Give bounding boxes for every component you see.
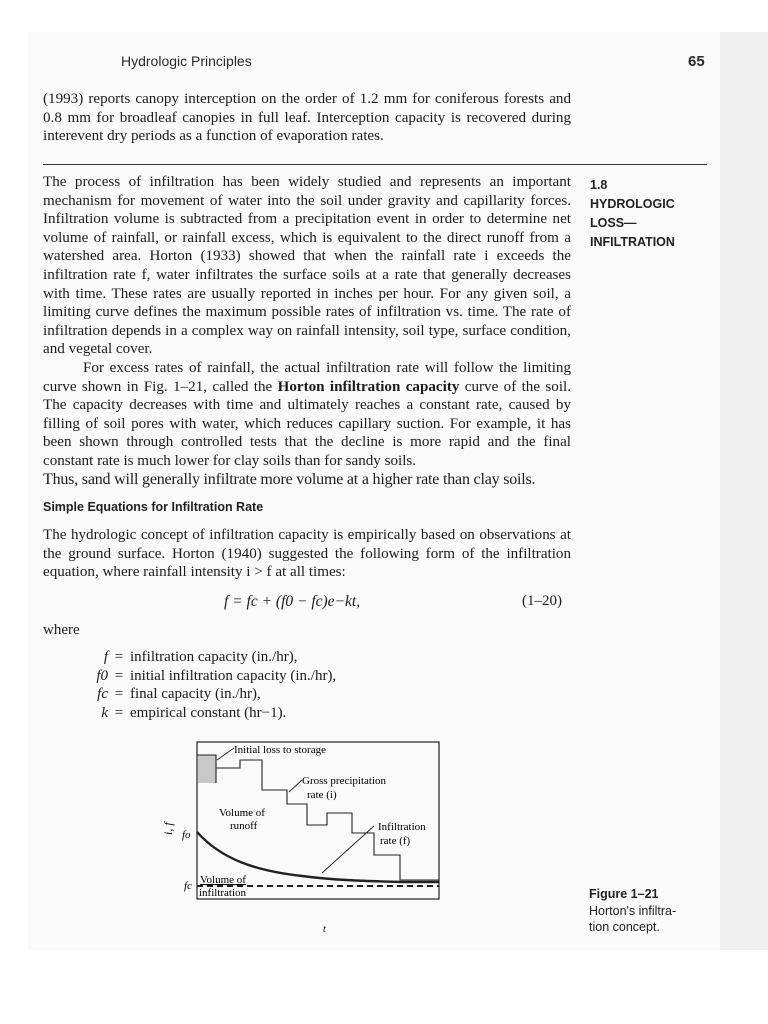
where-label: where [43,622,80,638]
page-number: 65 [688,53,705,70]
horton-equation [224,593,360,611]
definition-f: f = infiltration capacity (in./hr), [84,648,336,667]
paragraph-infiltration-process: The process of infiltration has been widely studied and represents an important mechanism for movement of water into the soil under gravity and capillarity forces. Infiltration volume is subtracted from a precipitation event in order to determine net volume of rainfall, or rainfall excess, which is equivalent to the direct runoff from a watershed area. Horton (1933) showed that when the rainfall rate i exceeds the infiltration rate f, water infiltrates the surface soils at a rate that generally decreases with time. These rates are usually reported in inches per hour. For any given soil, a limiting curve defines the maximum possible rates of infiltration vs. time. The rate of infiltration depends in a complex way on rainfall intensity, soil type, surface condition, and vegetal cover. [43,174,571,358]
label-volume-runoff-line2: runoff [230,820,258,832]
page-margin-band [720,32,768,950]
label-volume-runoff-line1: Volume of [219,807,265,819]
section-title-line2: LOSS— [590,216,637,230]
figure-horton-infiltration [162,740,452,945]
infiltration-body [43,173,571,489]
section-title-line1: HYDROLOGIC [590,197,675,211]
definition-text: infiltration capacity (in./hr), [130,649,298,665]
label-infiltration-rate-line1: Infiltration [378,821,426,833]
definition-symbol: fc [97,686,108,702]
section-heading [590,176,675,252]
paragraph2-last-line: Thus, sand will generally infiltrate more volume at a higher rate than clay soils. [43,470,536,488]
label-infiltration-rate-line2: rate (f) [380,835,411,847]
definition-fc: fc = final capacity (in./hr), [84,685,336,704]
figure-caption [589,886,676,936]
carryover-paragraph [43,90,571,146]
storage-loss-area [198,755,216,783]
paragraph2-text-a: For excess rates of rainfall, the actual infiltration rate will follow the limiting curve shown in Fig. 1–21, called the [43,359,571,395]
figure-caption-line1: Horton's infiltra- [589,903,677,918]
definition-text: initial infiltration capacity (in./hr), [130,667,337,684]
label-f0: fo [182,829,191,841]
figure-number: Figure 1–21 [589,887,659,901]
x-axis-label: t [323,924,326,935]
carryover-text: (1993) reports canopy interception on the order of 1.2 mm for coniferous forests and 0.8 mm for broadleaf canopies in full leaf. Interception capacity is recovered during interevent dry periods as a function of evaporation rates. [43,91,571,145]
horton-diagram [162,740,452,940]
definition-text: empirical constant (hr−1). [130,704,287,721]
label-fc: fc [184,880,192,892]
definition-symbol: f0 [96,667,108,684]
leader-precipitation [289,780,302,792]
label-gross-precip-line2: rate (i) [307,789,337,801]
definition-text: final capacity (in./hr), [130,686,261,702]
label-volume-infiltration-line1: Volume of [200,874,246,886]
equation-intro-text: The hydrologic concept of infiltration capacity is empirically based on observations at the ground surface. Horton (1940) suggested the following form of the infiltration equation, where rainfall intensity i > f at all times: [43,527,571,581]
section-title-line3: INFILTRATION [590,235,675,249]
equation-text: f = fc + (f0 − fc)e−kt, [224,593,361,610]
paragraph2-text-b: curve of the soil. The capacity decreases with time and ultimately reaches a constant rate, caused by filling of soil pores with water, which reduces capillary suction. For example, it has been shown through controlled tests that the decline is more rapid and the final constant rate is much lower for clay soils than for sandy soils. [43,378,571,469]
section-number: 1.8 [590,178,608,192]
label-volume-infiltration-line2: infiltration [199,887,247,899]
label-initial-loss: Initial loss to storage [234,744,326,756]
paragraph-horton-equation-intro [43,526,571,582]
leader-storage [217,748,234,760]
equation-definitions [84,648,336,722]
label-gross-precip-line1: Gross precipitation [302,775,387,787]
horton-capacity-term: Horton infiltration capacity [277,378,460,395]
definition-symbol: k [101,704,108,721]
definition-symbol: f [103,649,108,665]
figure-caption-line2: tion concept. [589,920,660,934]
paragraph-horton-capacity [43,359,571,471]
subsection-heading: Simple Equations for Infiltration Rate [43,500,264,514]
equation-number: (1–20) [522,593,562,609]
definition-f0: f0 = initial infiltration capacity (in./hr), [84,667,336,686]
running-header: Hydrologic Principles [121,53,252,69]
section-rule [43,164,707,165]
y-axis-label: i, f [162,822,175,835]
definition-k: k = empirical constant (hr−1). [84,704,336,723]
leader-infiltration-rate [322,826,374,873]
